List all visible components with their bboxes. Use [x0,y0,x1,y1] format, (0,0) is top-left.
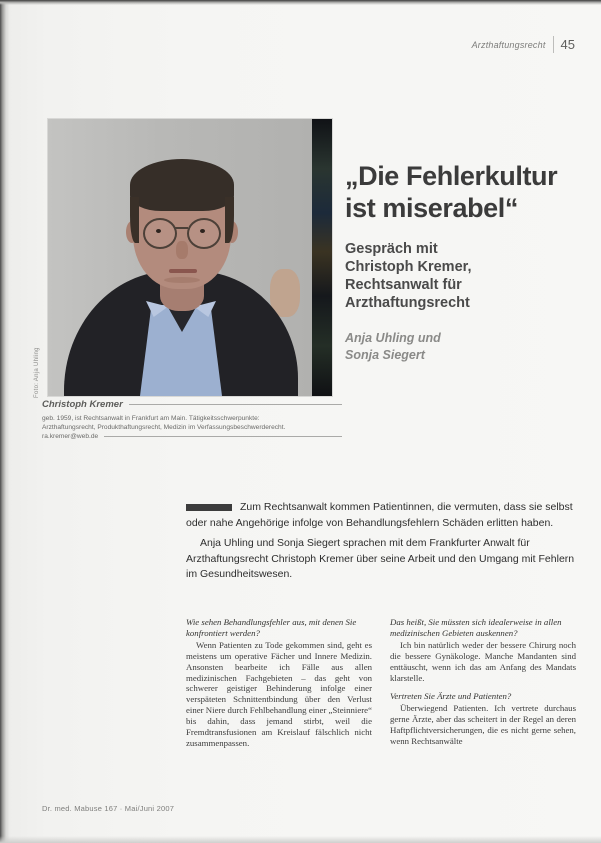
interview-question: Wie sehen Behandlungsfehler aus, mit denen Sie konfrontiert werden? [186,617,357,638]
scan-edge-left [0,0,10,843]
caption-bio-line2: Arzthaftungsrecht, Produkthaftungsrecht, Medizin im Verfassungsbeschwerderecht. [42,424,286,431]
caption-name: Christoph Kremer [42,399,123,410]
portrait-chin-shadow [164,277,200,283]
caption-rule-top [129,404,342,405]
article-intro [186,500,578,583]
header-divider [553,36,554,53]
interview-answer [390,703,576,747]
intro-paragraph-1 [186,500,578,531]
portrait-eye-right [200,229,205,233]
intro-marker-bar [186,504,232,511]
portrait-hair [130,159,234,211]
interview-column-left [186,617,372,757]
interview-question: Vertreten Sie Ärzte und Patienten? [390,691,512,702]
caption-name-row [42,399,342,410]
authors-line2: Sonja Siegert [345,348,425,362]
article-authors [345,330,585,364]
title-block [345,160,585,364]
portrait-photo [48,119,332,396]
glasses-left-lens [143,218,177,249]
photo-credit: Foto: Anja Uhling [34,347,40,398]
caption-email: ra.kremer@web.de [42,433,99,440]
photo-caption [42,399,342,440]
interview-answer-text: Überwiegend Patienten. Ich vertrete durchaus gerne Ärzte, aber das scheitert in der Regel an deren Haftpflichtversicherungen, die es nicht gerne sehen, wenn Rechtsanwälte [390,703,576,747]
article-title [345,160,585,224]
caption-bio-line1: geb. 1959, ist Rechtsanwalt in Frankfurt am Main. Tätigkeitsschwerpunkte: [42,415,260,422]
photo-artwork-strip [312,119,332,396]
portrait-nose [176,241,188,259]
caption-mail-row [42,433,342,440]
intro-paragraph-1-text: Zum Rechtsanwalt kommen Patientinnen, die vermuten, dass sie selbst oder nahe Angehörige infolge von Behandlungsfehlern Schäden erlitten haben. [186,501,573,529]
caption-bio [42,414,342,432]
interview-answer-text: Wenn Patienten zu Tode gekommen sind, geht es meistens um operative Fächer und Innere Medizin. Ansonsten bearbeite ich Fälle aus allen medizinischen Fachgebieten – das geht von schwerer geistiger Behinderung infolge einer verspäteten Schnittentbindung über den Verlust einer Niere durch Fehlbehandlung einer „Steinniere“ bis dahin, dass jemand stirbt, weil die Fremdtransfusionen am Kreislauf fälschlich nicht zusammenpassen. [186,639,372,748]
authors-line1: Anja Uhling und [345,331,441,345]
section-label: Arzthaftungsrecht [471,39,546,50]
interview-answer [186,640,372,749]
page-header [472,36,575,53]
scan-edge-top [0,0,601,5]
page-number: 45 [560,37,575,52]
article-title-line1: „Die Fehlerkultur [345,161,558,191]
caption-rule-bottom [104,436,342,437]
page-footer: Dr. med. Mabuse 167 · Mai/Juni 2007 [42,804,175,813]
article-title-line2: ist miserabel“ [345,193,518,223]
interview-answer [390,640,576,684]
portrait-mouth [169,269,197,273]
interview-question: Das heißt, Sie müssten sich idealerweise in allen medizinischen Gebieten auskennen? [390,617,562,638]
interview-column-right [390,617,576,757]
interview-columns [186,617,576,757]
interview-answer-text: Ich bin natürlich weder der bessere Chirurg noch die bessere Gynäkologe. Manche Mandanten sind enttäuscht, wenn ich das am Anfang des Mandats klarstelle. [390,639,576,683]
scan-edge-bottom [0,836,601,843]
portrait-hair-side-left [130,197,139,243]
glasses-right-lens [187,218,221,249]
intro-paragraph-2: Anja Uhling und Sonja Siegert sprachen mit dem Frankfurter Anwalt für Arzthaftungsrecht Christoph Kremer über seine Arbeit und den Umgang mit Fehlern im Gesundheitswesen. [186,537,575,580]
portrait-eye-left [156,229,161,233]
article-subtitle: Gespräch mit Christoph Kremer, Rechtsanwalt für Arzthaftungsrecht [345,241,472,311]
glasses-bridge [174,227,188,229]
